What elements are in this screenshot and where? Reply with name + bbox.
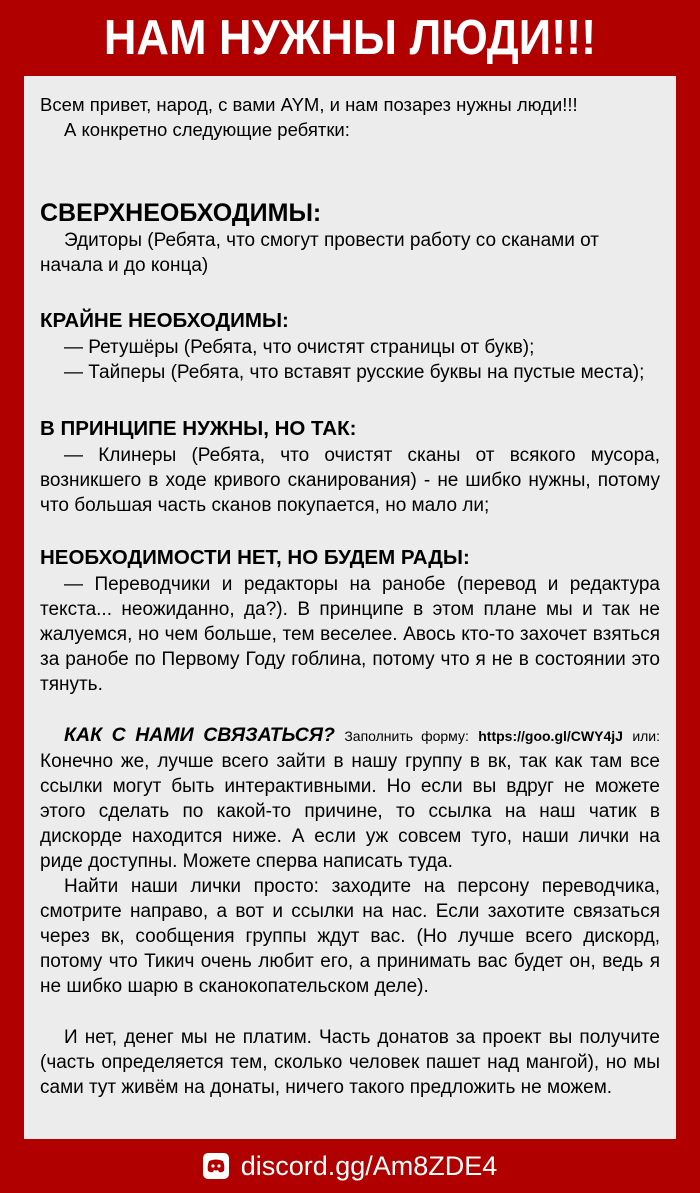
discord-link[interactable]: discord.gg/Am8ZDE4 xyxy=(240,1150,498,1181)
section-item: — Тайперы (Ребята, что вставят русские буквы на пустые места); xyxy=(64,362,645,383)
form-suffix: или: xyxy=(632,728,661,744)
form-prefix: Заполнить форму: xyxy=(344,728,469,744)
section-item: — Ретушёры (Ребята, что очистят страницы от букв); xyxy=(64,337,535,358)
content-panel xyxy=(24,76,676,1139)
intro-line: Всем привет, народ, с вами AYM, и нам позарез нужны люди!!! xyxy=(40,94,578,115)
contact-paragraph: Найти наши лички просто: заходите на персону переводчика, смотрите направо, а вот и ссылки на нас. Если захотите связаться через вк, сообщения группы ждут вас. (Но лучше всего дискорд, потому что Тикич очень любит его, а принимать вас будет он, ведь я не шибко шарю в сканокопательском деле). xyxy=(40,876,660,997)
footer xyxy=(0,1139,700,1193)
discord-icon xyxy=(203,1153,229,1179)
section-item: Эдиторы (Ребята, что смогут провести работу со сканами от начала и до конца) xyxy=(40,230,599,276)
contact-heading: КАК С НАМИ СВЯЗАТЬСЯ? xyxy=(64,724,335,746)
form-link[interactable]: https://goo.gl/CWY4jJ xyxy=(478,728,623,744)
page-title: НАМ НУЖНЫ ЛЮДИ!!! xyxy=(103,11,597,65)
contact-paragraph: И нет, денег мы не платим. Часть донатов за проект вы получите (часть определяется тем, сколько человек пашет над мангой), но мы сами тут живём на донаты, ничего такого предложить не можем. xyxy=(40,1027,660,1098)
section-item: — Переводчики и редакторы на ранобе (перевод и редактура текста... неожиданно, да?). В принципе в этом плане мы и так не жалуемся, но чем больше, тем веселее. Авось кто-то захочет взяться за ранобе по Первому Году гоблина, потому что я не в состоянии это тянуть. xyxy=(40,574,660,695)
section-heading: КРАЙНЕ НЕОБХОДИМЫ: xyxy=(40,309,289,332)
section-heading: В ПРИНЦИПЕ НУЖНЫ, НО ТАК: xyxy=(40,417,357,440)
section-item: — Клинеры (Ребята, что очистят сканы от всякого мусора, возникшего в ходе кривого сканирования) - не шибко нужны, потому что большая часть сканов покупается, но мало ли; xyxy=(40,445,660,516)
section-heading: СВЕРХНЕОБХОДИМЫ: xyxy=(40,199,322,227)
section-heading: НЕОБХОДИМОСТИ НЕТ, НО БУДЕМ РАДЫ: xyxy=(40,546,470,569)
contact-block xyxy=(40,723,660,874)
contact-paragraph: Конечно же, лучше всего зайти в нашу группу в вк, так как там все ссылки могут быть интерактивными. Но если вы вдруг не можете этого сделать по какой-то причине, то ссылка на наш чатик в дискорде находится ниже. А если уж совсем туго, наши лички на риде доступны. Можете сперва написать туда. xyxy=(40,751,660,872)
intro-line: А конкретно следующие ребятки: xyxy=(64,119,350,140)
